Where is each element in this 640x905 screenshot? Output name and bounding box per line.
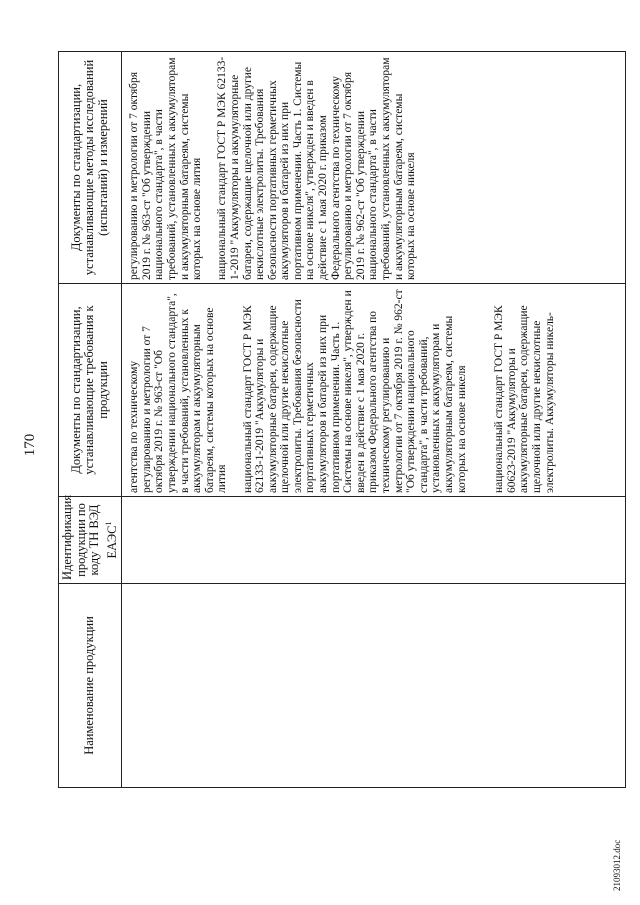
requirements-block-1: агентства по техническому регулированию и метрологии от 7 октября 2019 г. № 963-ст "Об утверждении национального стандарта", в части требований, установленных к аккумуляторам и аккумуляторным батареям, системы которых на основе лития	[128, 293, 229, 493]
document-filename: 21093012.doc	[612, 839, 622, 891]
page-number: 170	[22, 433, 38, 457]
header-test-methods-docs-text: Документы по стандартизации, устанавливающие методы исследований (испытаний) и измерений	[68, 59, 110, 276]
product-name-value	[122, 584, 128, 787]
standards-table	[58, 51, 626, 788]
header-identification-text: Идентификация продукции по коду ТН ВЭД ЕАЭС	[60, 494, 119, 580]
header-requirements-docs	[59, 284, 122, 497]
header-identification	[59, 494, 122, 584]
header-product-name-text: Наименование продукции	[82, 616, 97, 755]
paragraph-gap	[204, 55, 217, 280]
requirements-content	[122, 284, 556, 496]
table-row	[122, 52, 626, 788]
paragraph-gap	[468, 287, 493, 493]
header-test-methods-docs	[59, 52, 122, 284]
requirements-block-3: национальный стандарт ГОСТ Р МЭК 60623-2019 "Аккумуляторы и аккумуляторные батареи, содержащие щелочной или другие некислотные электролиты. Аккумуляторы никель-	[493, 305, 556, 493]
test-methods-content	[122, 52, 418, 283]
cell-identification	[122, 497, 626, 584]
test-methods-block-1: регулированию и метрологии от 7 октября 2019 г. № 963-ст "Об утверждении национального стандарта", в части требований, установленных к аккумуляторам и аккумуляторным батареям, системы которых на основе лития	[128, 57, 204, 280]
test-methods-block-2: национальный стандарт ГОСТ Р МЭК 62133-1-2019 "Аккумуляторы и аккумуляторные батареи, содержащие щелочной или другие некислотные электролиты. Требования безопасности портативных герметичных аккумуляторов и батарей из них при портативном применении. Часть 1. Системы на основе никеля", утвержден и введен в действие с 1 мая 2020 г. приказом Федерального агентства по техническому регулированию и метрологии от 7 октября 2019 г. № 962-ст "Об утверждении национального стандарта", в части требований, установленных к аккумуляторам и аккумуляторным батареям, системы которых на основе никеля	[216, 56, 418, 280]
cell-requirements	[122, 284, 626, 497]
identification-value	[122, 497, 128, 583]
requirements-block-2: национальный стандарт ГОСТ Р МЭК 62133-1-2019 "Аккумуляторы и аккумуляторные батареи, содержащие щелочной или другие некислотные электролиты. Требования безопасности портативных герметичных аккумуляторов и батарей из них при портативном применении. Часть 1. Системы на основе никеля", утвержден и введен в действие с 1 мая 2020 г. приказом Федерального агентства по техническому регулированию и метрологии от 7 октября 2019 г. № 962-ст "Об утверждении национального стандарта", в части требований, установленных к аккумуляторам и аккумуляторным батареям, системы которых на основе никеля	[241, 289, 468, 493]
header-requirements-docs-text: Документы по стандартизации, устанавливающие требования к продукции	[68, 305, 110, 475]
header-product-name	[59, 584, 122, 788]
cell-product-name	[122, 584, 626, 788]
footnote-marker: 1	[103, 521, 113, 526]
cell-test-methods	[122, 52, 626, 284]
table-header-row	[59, 52, 122, 788]
paragraph-gap	[229, 287, 242, 493]
